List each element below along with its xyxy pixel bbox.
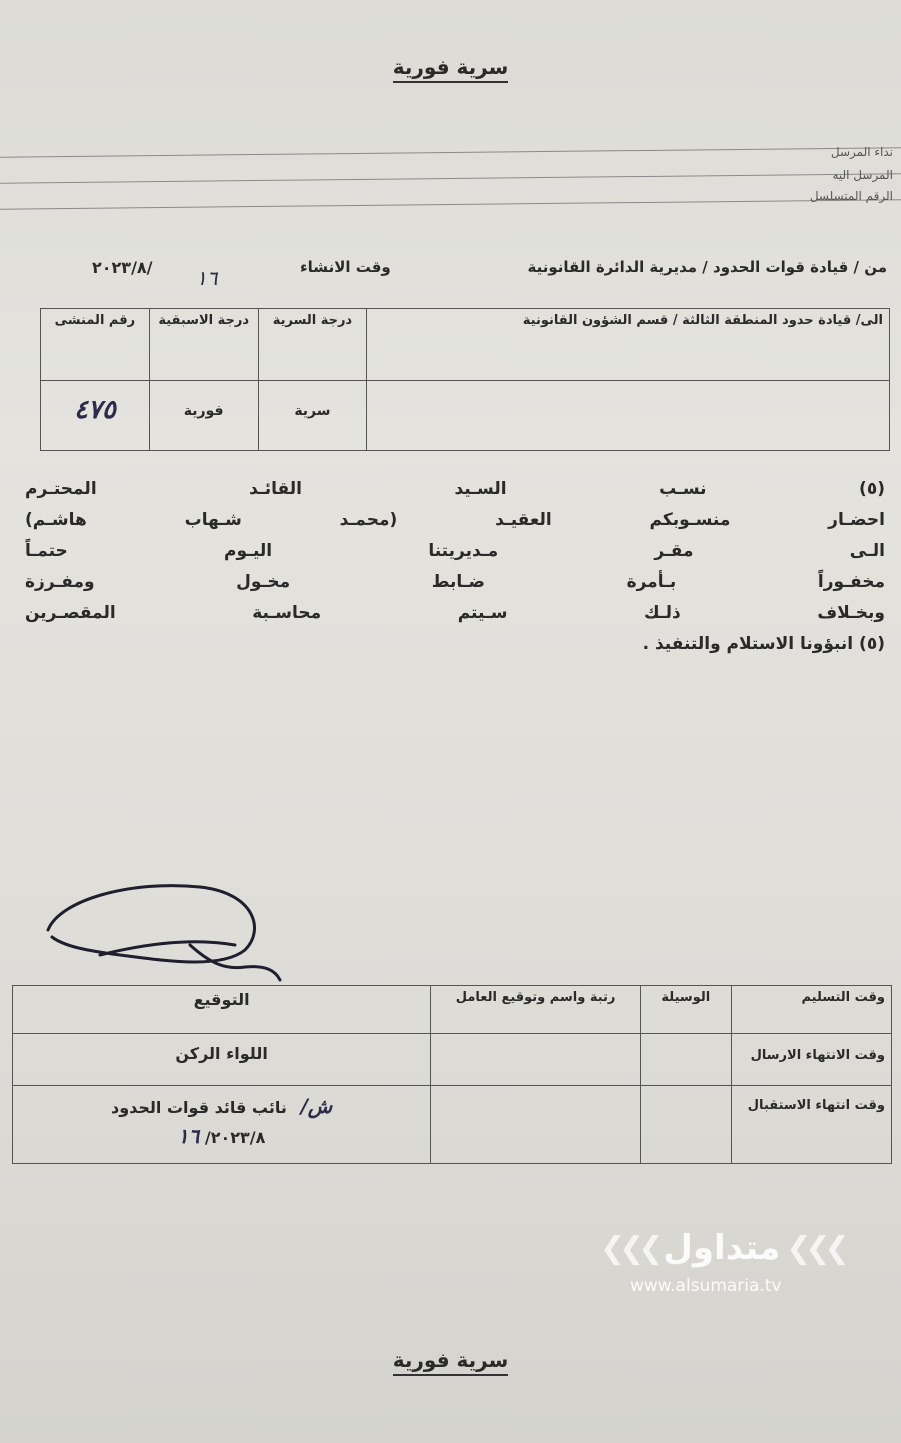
body-closing: (٥) انبؤونا الاستلام والتنفيذ .: [642, 634, 885, 654]
recipient-label: المرسل اليه: [832, 168, 893, 182]
signer-cell: [13, 1086, 431, 1164]
signer-date-line: [13, 1118, 430, 1148]
routing-rule-1: [0, 147, 901, 157]
signature-scribble: [40, 875, 290, 985]
creation-date-printed: ٢٠٢٣/٨/: [92, 258, 153, 277]
send-end-label: وقت الانتهاء الارسال: [750, 1048, 885, 1063]
origin-number-label: رقم المنشى: [54, 313, 136, 328]
message-body: [25, 474, 885, 660]
serial-label: الرقم المتسلسل: [809, 189, 893, 203]
signature-label: التوقيع: [193, 990, 250, 1009]
body-line-3: الـى مقـر مـديريتنا اليـوم حتمـاً: [25, 541, 885, 561]
watermark-chevrons-left-icon: ❮❮❮: [600, 1230, 658, 1266]
delivery-time-cell: [731, 986, 891, 1034]
body-line-1: (٥) نسـب السـيد القائـد المحتـرم: [25, 479, 885, 499]
delivery-time-label: وقت التسليم: [801, 990, 885, 1005]
addressing-table: [40, 308, 890, 451]
to-value-cell: [367, 381, 890, 451]
classification-footer: [0, 1348, 901, 1372]
signer-handwritten-mark: ش/: [300, 1094, 333, 1118]
receive-end-means-cell: [640, 1086, 731, 1164]
priority-header-cell: [149, 309, 258, 381]
send-end-means-cell: [640, 1034, 731, 1086]
operator-cell: [431, 986, 641, 1034]
body-line-4: مخفـوراً بـأمرة ضـابط مخـول ومفـرزة: [25, 572, 885, 592]
secrecy-value-cell: [258, 381, 367, 451]
watermark: [600, 1228, 844, 1296]
watermark-brand: متداول: [663, 1228, 781, 1268]
body-line-5: وبخـلاف ذلـك سـيتم محاسـبة المقصـرين: [25, 603, 885, 623]
origin-value-cell: [41, 381, 150, 451]
priority-label: درجة الاسبقية: [158, 313, 250, 328]
origin-header-cell: [41, 309, 150, 381]
watermark-chevrons-right-icon: ❮❮❮: [786, 1230, 844, 1266]
body-line-2: احضـار منسـوبكم العقيـد (محمـد شـهاب هاشـم): [25, 510, 885, 530]
to-line: الى/ قيادة حدود المنطقة الثالثة / قسم الشؤون القانونية: [522, 313, 883, 328]
to-cell: [367, 309, 890, 381]
receive-end-label: وقت انتهاء الاستقبال: [747, 1098, 885, 1113]
signer-title-line: [13, 1086, 430, 1118]
secrecy-value: سرية: [294, 403, 331, 419]
caller-label: نداء المرسل: [830, 145, 893, 159]
classification-footer-text: سرية فورية: [393, 1348, 509, 1376]
send-end-operator-cell: [431, 1034, 641, 1086]
signer-title: نائب قائد قوات الحدود: [110, 1098, 287, 1117]
origin-number-value: ٤٧٥: [73, 395, 116, 425]
signer-rank-cell: [13, 1034, 431, 1086]
creation-day-handwritten: ١٦: [196, 266, 218, 290]
receive-end-operator-cell: [431, 1086, 641, 1164]
classification-header: [0, 55, 901, 79]
means-cell: [640, 986, 731, 1034]
watermark-logo: [600, 1228, 844, 1268]
creation-date: [92, 258, 153, 277]
signer-day-handwritten: ١٦: [177, 1124, 200, 1148]
secrecy-header-cell: [258, 309, 367, 381]
signature-header-cell: [13, 986, 431, 1034]
creation-time-label: وقت الانشاء: [300, 258, 391, 276]
from-line: من / قيادة قوات الحدود / مديرية الدائرة القانونية: [527, 258, 887, 276]
priority-value: فورية: [183, 403, 224, 419]
priority-value-cell: [149, 381, 258, 451]
signer-date: ٢٠٢٣/٨/: [204, 1128, 266, 1147]
signer-rank: اللواء الركن: [175, 1044, 268, 1063]
routing-rule-3: [0, 199, 901, 209]
transmission-table: [12, 985, 892, 1164]
receive-end-cell: [731, 1086, 891, 1164]
send-end-cell: [731, 1034, 891, 1086]
watermark-url: www.alsumaria.tv: [630, 1276, 782, 1296]
means-label: الوسيلة: [661, 990, 711, 1005]
routing-rule-2: [0, 173, 901, 183]
operator-label: رتبة واسم وتوقيع العامل: [455, 990, 616, 1005]
secrecy-label: درجة السرية: [272, 313, 353, 328]
classification-header-text: سرية فورية: [393, 55, 509, 83]
